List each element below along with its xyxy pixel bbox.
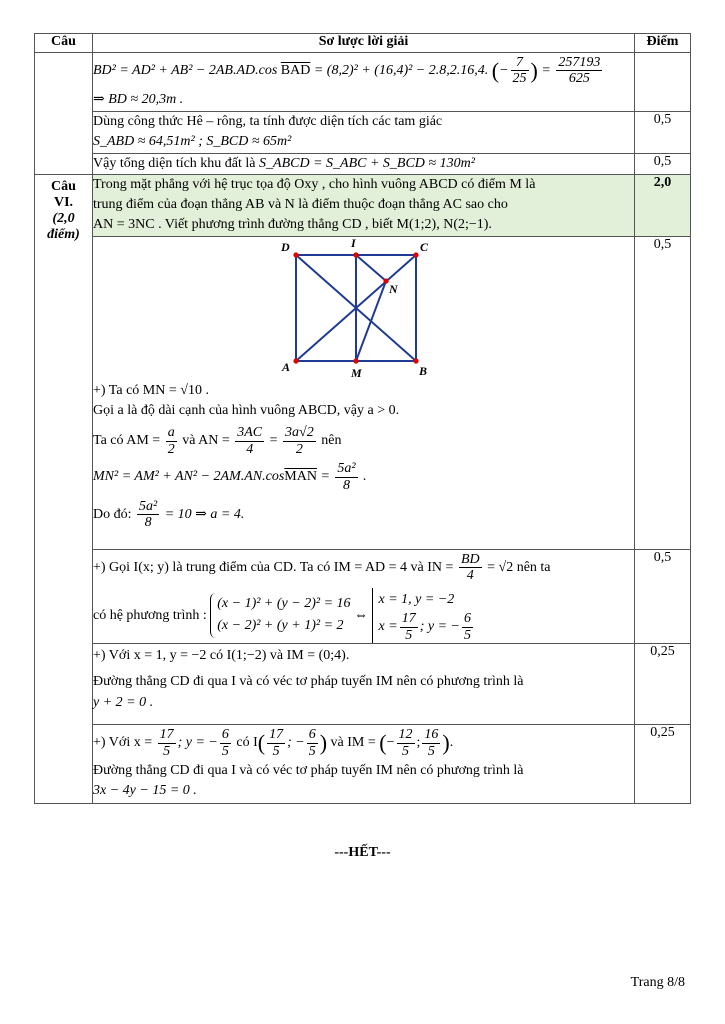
segment-in	[356, 255, 386, 281]
result-line: Do đó: $\frac{\text{5a²}}{8}$ = 10 ⇒ a = 4.	[93, 498, 245, 531]
part3-row	[35, 644, 691, 725]
part3-pts: 0,25	[635, 644, 691, 725]
label-c: C	[420, 239, 429, 254]
header-row	[35, 34, 691, 53]
label-d: D	[281, 239, 290, 254]
heron-text: Dùng công thức Hê – rông, ta tính được diện tích các tam giác	[93, 114, 443, 129]
total-text: Vậy tổng diện tích khu đất là	[93, 155, 256, 171]
part4-line1: +) Với x = $\frac{17}{5}$ ; y = − $\frac{6}{5}$ có I( $\frac{17}{5}$ ; − $\frac{6}{5}$ ) và IM = (− $\frac{12}{5}$ ; $\frac{16}{5}$ ).	[93, 727, 454, 759]
part4-line2: Đường thẳng CD đi qua I và có véc tơ pháp tuyến IM nên có phương trình là	[93, 763, 524, 779]
square-diagram	[273, 237, 473, 379]
label-m: M	[351, 365, 362, 379]
total-math: S_ABCD = S_ABC + S_BCD ≈ 130m²	[259, 155, 475, 171]
total-cell	[93, 153, 635, 174]
page-number: Trang 8/8	[630, 975, 685, 990]
header-points: Điểm	[635, 34, 691, 53]
prev-row-heron	[35, 112, 691, 154]
heron-cell	[93, 112, 635, 154]
part4-pts: 0,25	[635, 725, 691, 804]
prev-bd-cell: BD² = AD² + AB² − 2AB.AD.cos $\overline{BAD} = (8,2)^2 + (16,4)^2 - 2.8,2.16,4$. (− $\frac{7}{25}$ ) = $\frac{257193}{625}$ ⇒ BD ≈ 20,3m .	[93, 53, 635, 112]
q6-points: 2,0	[635, 174, 691, 236]
total-pts: 0,5	[635, 153, 691, 174]
part1-pts: 0,5	[635, 236, 691, 549]
label-n: N	[389, 281, 398, 296]
prev-cau-cell	[35, 53, 93, 175]
q6-label-1: Câu	[51, 178, 76, 194]
q6-label-3: (2,0	[52, 210, 75, 226]
label-a: A	[282, 359, 291, 374]
areas-text: S_ABD ≈ 64,51m² ; S_BCD ≈ 65m²	[93, 134, 292, 150]
angle-bad: $\overline{BAD}$	[280, 63, 311, 79]
segment-mn	[356, 281, 386, 361]
part1-cell	[93, 236, 635, 549]
q6-statement-row	[35, 174, 691, 236]
part4-line3: 3x − 4y − 15 = 0 .	[93, 783, 197, 799]
system-line: có hệ phương trình : (x − 1)² + (y − 2)² = 16 (x − 2)² + (y + 1)² = 2 ⇔ x = 1, y = −2 x = $\frac{17}{5}$ ; y = − $\frac{6}{5}$	[93, 588, 634, 644]
bd2-frac-den: 25	[512, 71, 527, 87]
part2-line1: +) Gọi I(x; y) là trung điểm của CD. Ta có IM = AD = 4 và IN = $\frac{BD}{4}$ = √2 nên ta	[93, 551, 551, 584]
part3-line3: y + 2 = 0 .	[93, 694, 154, 710]
prev-bd-pts	[635, 53, 691, 112]
label-b: B	[419, 363, 428, 378]
q6-statement-1: Trong mặt phẳng với hệ trục tọa độ Oxy , cho hình vuông ABCD có điểm M là	[93, 176, 536, 192]
am-an-line: Ta có AM = $\frac{a}{2}$ và AN = $\frac{3AC}{4}$ = $\frac{3a√2}{2}$ nên	[93, 425, 342, 457]
bd2-res-num: 257193	[558, 55, 601, 71]
part3-cell	[93, 644, 635, 725]
bd2-res-den: 625	[568, 71, 590, 87]
part2-pts: 0,5	[635, 549, 691, 643]
part2-row	[35, 549, 691, 643]
prev-row-total	[35, 153, 691, 174]
prev-row-bd	[35, 53, 691, 112]
header-cau: Câu	[35, 34, 93, 53]
header-solution: Sơ lược lời giải	[93, 34, 635, 53]
part4-cell	[93, 725, 635, 804]
q6-statement-3: AN = 3NC . Viết phương trình đường thẳng CD , biết M(1;2), N(2;−1).	[93, 217, 492, 233]
q6-label-cell	[35, 174, 93, 803]
q6-statement-2: trung điểm của đoạn thẳng AB và N là điểm thuộc đoạn thẳng AC sao cho	[93, 197, 508, 213]
bd2-lhs: BD² = AD² + AB² − 2AB.AD.cos	[93, 63, 278, 79]
q6-label-2: VI.	[53, 194, 74, 210]
bd-approx: ⇒ BD ≈ 20,3m .	[93, 91, 184, 107]
side-line: Gọi a là độ dài cạnh của hình vuông ABCD, vậy a > 0.	[93, 403, 400, 419]
bd2-mid: = (8,2)² + (16,4)² − 2.8,2.16,4.	[313, 63, 489, 79]
label-i: I	[351, 236, 356, 250]
bd2-frac-num: 7	[511, 55, 529, 71]
part2-cell	[93, 549, 635, 643]
q6-label-4: điểm)	[47, 226, 80, 242]
part3-line1: +) Với x = 1, y = −2 có I(1;−2) và IM = (0;4).	[93, 648, 350, 664]
part4-row	[35, 725, 691, 804]
part3-line2: Đường thẳng CD đi qua I và có véc tơ pháp tuyến IM nên có phương trình là	[93, 674, 524, 690]
square-figure	[93, 237, 634, 379]
part1-row	[35, 236, 691, 549]
end-marker: ---HẾT---	[334, 845, 391, 860]
mn2-line: $MN^2 = AM^2 + AN^2 - 2AM.AN.\cos\overline{MAN}$ = $\frac{\text{5a²}}{8}$ .	[93, 461, 367, 493]
solution-table	[34, 33, 691, 804]
heron-pts: 0,5	[635, 112, 691, 154]
q6-statement-cell	[93, 174, 635, 236]
mn-line: +) Ta có MN = √10 .	[93, 382, 209, 398]
